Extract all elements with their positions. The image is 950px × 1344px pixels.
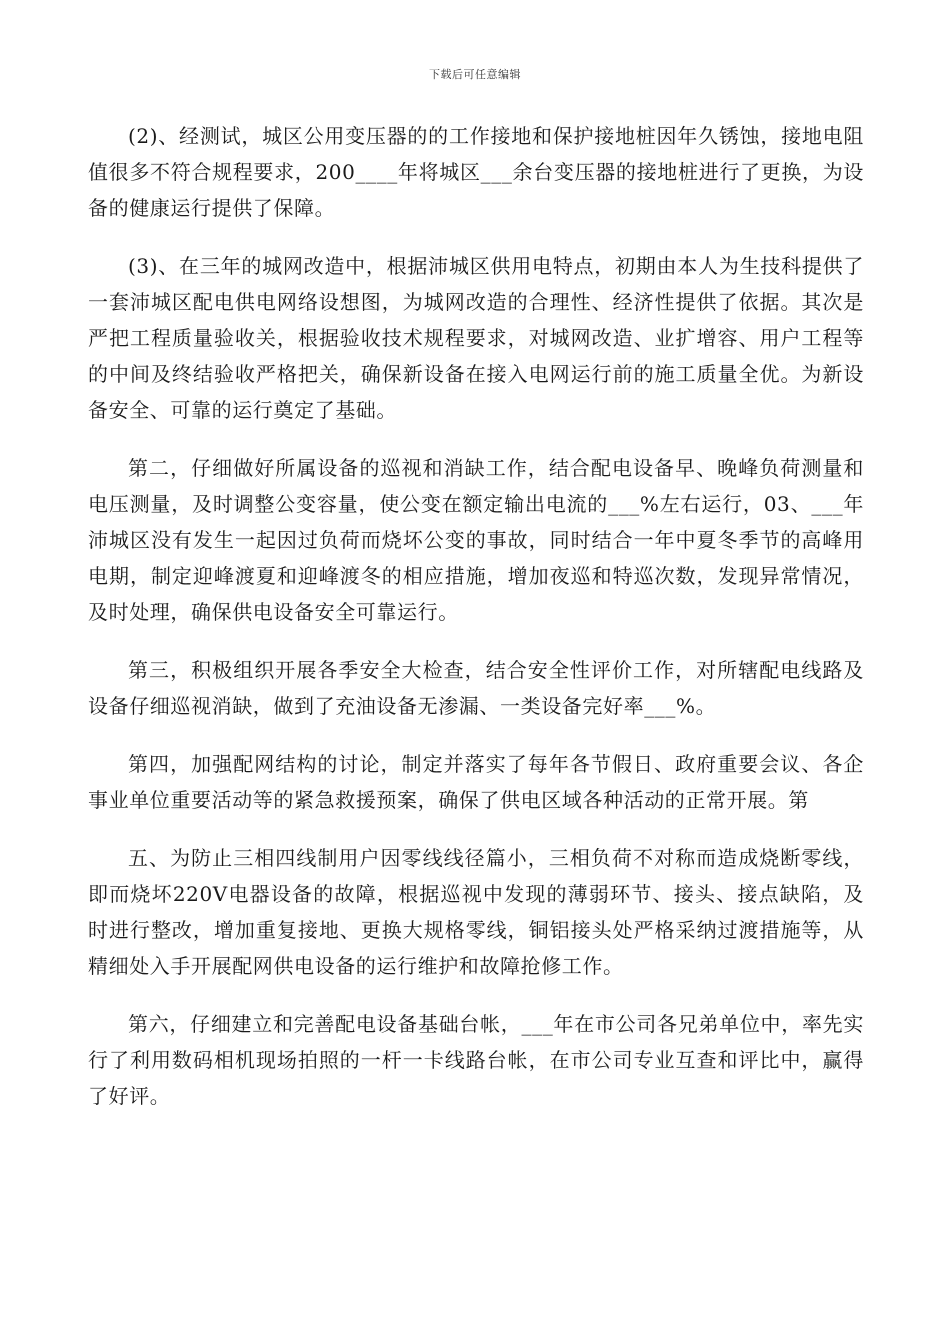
paragraph-fourth-emergency-plan: 第四，加强配网结构的讨论，制定并落实了每年各节假日、政府重要会议、各企事业单位重要活动等的紧急救援预案，确保了供电区域各种活动的正常开展。第	[88, 752, 864, 812]
paragraph-second-inspection: 第二，仔细做好所属设备的巡视和消缺工作，结合配电设备早、晚峰负荷测量和电压测量，及时调整公变容量，使公变在额定输出电流的___%左右运行，03、___年沛城区没有发生一起因过负荷而烧坏公变的事故，同时结合一年中夏冬季节的高峰用电期，制定迎峰渡夏和迎峰渡冬的相应措施，增加夜巡和特巡次数，发现异常情况，及时处理，确保供电设备安全可靠运行。	[88, 456, 864, 624]
paragraph-3-grid-reform: (3)、在三年的城网改造中，根据沛城区供用电特点，初期由本人为生技科提供了一套沛城区配电供电网络设想图，为城网改造的合理性、经济性提供了依据。其次是严把工程质量验收关，根据验收技术规程要求，对城网改造、业扩增容、用户工程等的中间及终结验收严格把关，确保新设备在接入电网运行前的施工质量全优。为新设备安全、可靠的运行奠定了基础。	[88, 254, 864, 422]
paragraph-sixth-ledger: 第六，仔细建立和完善配电设备基础台帐，___年在市公司各兄弟单位中，率先实行了利用数码相机现场拍照的一杆一卡线路台帐，在市公司专业互查和评比中，赢得了好评。	[88, 1012, 864, 1108]
page-header: 下载后可任意编辑	[429, 68, 521, 81]
paragraph-2-grounding: (2)、经测试，城区公用变压器的的工作接地和保护接地桩因年久锈蚀，接地电阻值很多不符合规程要求，200____年将城区___余台变压器的接地桩进行了更换，为设备的健康运行提供了保障。	[88, 124, 864, 220]
document-body	[88, 118, 864, 1136]
paragraph-fifth-neutral-line: 五、为防止三相四线制用户因零线线径篇小，三相负荷不对称而造成烧断零线，即而烧坏220V电器设备的故障，根据巡视中发现的薄弱环节、接头、接点缺陷，及时进行整改，增加重复接地、更换大规格零线，铜铝接头处严格采纳过渡措施等，从精细处入手开展配网供电设备的运行维护和故障抢修工作。	[88, 846, 864, 978]
paragraph-third-safety-check: 第三，积极组织开展各季安全大检查，结合安全性评价工作，对所辖配电线路及设备仔细巡视消缺，做到了充油设备无渗漏、一类设备完好率___%。	[88, 658, 864, 718]
